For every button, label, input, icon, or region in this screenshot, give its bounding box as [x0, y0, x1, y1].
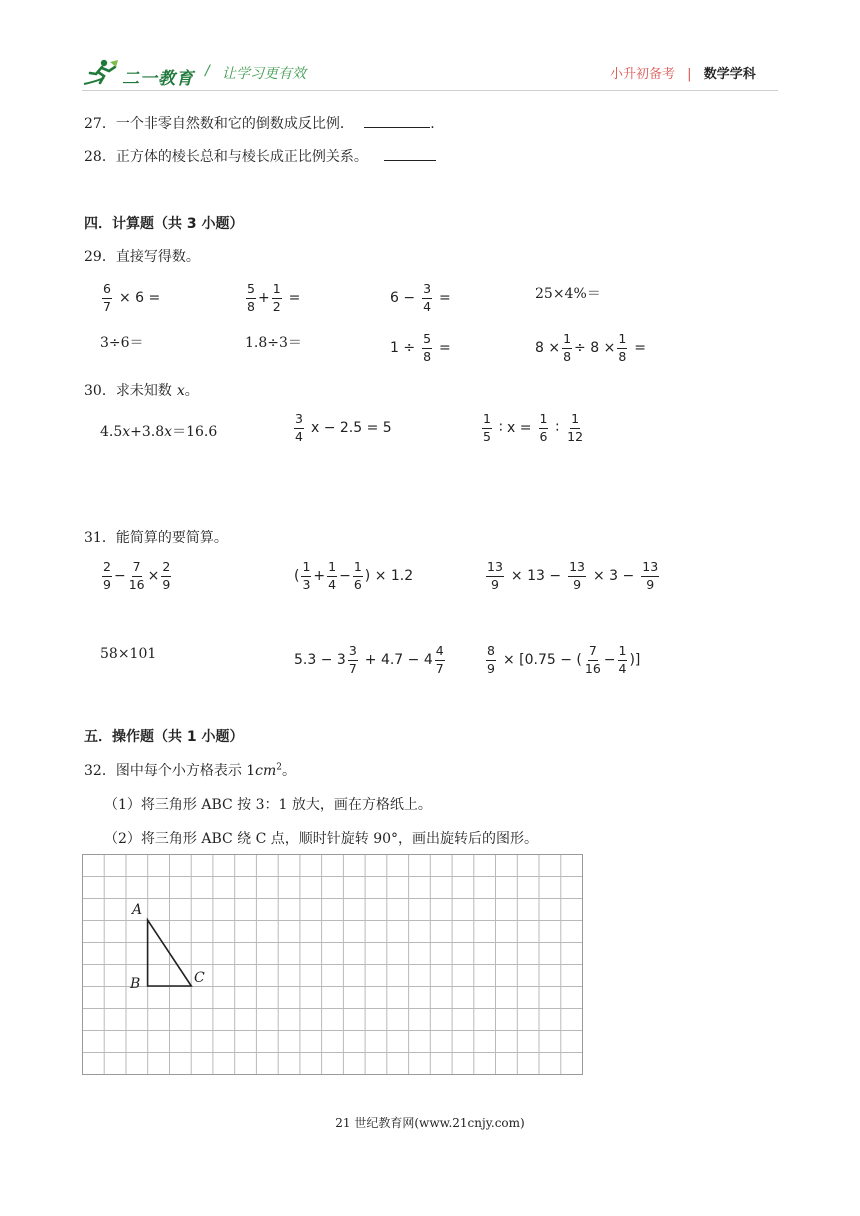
fraction: $\frac{8}{9}$ [487, 643, 495, 676]
runner-logo-icon [82, 58, 120, 88]
grid-paper[interactable] [82, 854, 584, 1076]
fraction: $\frac{1}{5}$ [483, 411, 491, 444]
q30-equation-1: 4.5x+3.8x＝16.6 [100, 424, 218, 440]
header-separator: | [687, 67, 692, 82]
q31-expression-4: 58×101 [100, 646, 157, 662]
footer: 21 世纪教育网(www.21cnjy.com) [335, 1116, 525, 1130]
question-27-text: 27．一个非零自然数和它的倒数成反比例． [84, 116, 354, 132]
fraction: $\frac{5}{8}$ [423, 331, 432, 364]
fraction: $\frac{1}{6}$ [539, 411, 548, 444]
fraction: $\frac{1}{8}$ [618, 331, 627, 364]
q30-equation-3: $\frac{1}{5}$ ∶ x = $\frac{1}{6}$ ∶ $\frac{1}{12}$ [483, 411, 584, 444]
q29-item-g: 1 ÷ $\frac{5}{8}$ = [390, 331, 451, 364]
q29-item-h: 8 × $\frac{1}{8}$ ÷ 8 × $\frac{1}{8}$ = [535, 331, 647, 364]
q31-expression-5: 5.3 − 3 $\frac{3}{7}$ + 4.7 − 4 $\frac{4}{7}$ [294, 643, 444, 676]
fraction: $\frac{1}{4}$ [328, 559, 337, 592]
fraction: $\frac{1}{8}$ [563, 331, 572, 364]
slogan-separator: / [205, 63, 210, 79]
fraction: $\frac{6}{7}$ [103, 281, 111, 314]
header-logo [82, 58, 202, 90]
grid-svg [82, 854, 584, 1076]
answer-blank-28[interactable] [384, 148, 436, 161]
header-subject: 数学学科 [703, 67, 756, 82]
question-27-end: . [430, 116, 435, 132]
fraction: $\frac{3}{7}$ [348, 643, 357, 676]
label-b: B [130, 976, 141, 992]
q31-expression-1: $\frac{2}{9}$ − $\frac{7}{16}$ × $\frac{2}{9}$ [103, 559, 171, 592]
fraction: $\frac{13}{9}$ [487, 559, 503, 592]
fraction: $\frac{1}{2}$ [272, 281, 281, 314]
question-31-prompt: 31．能简算的要简算。 [84, 530, 228, 546]
q32-subquestion-2: （2）将三角形 ABC 绕 C 点，顺时针旋转 90°，画出旋转后的图形。 [104, 831, 539, 847]
q31-expression-6: $\frac{8}{9}$ × [0.75 − ( $\frac{7}{16}$ − $\frac{1}{4}$ )] [487, 643, 641, 676]
fraction: $\frac{7}{16}$ [584, 643, 601, 676]
question-29-prompt: 29．直接写得数。 [84, 249, 200, 265]
q29-item-f: 1.8÷3＝ [245, 335, 302, 351]
q29-item-b: $\frac{5}{8}$ + $\frac{1}{2}$ = [247, 281, 301, 314]
fraction: $\frac{2}{9}$ [103, 559, 111, 592]
label-c: C [194, 970, 205, 986]
fraction: $\frac{13}{9}$ [569, 559, 585, 592]
q29-item-d: 25×4%＝ [535, 286, 601, 302]
q32-subquestion-1: （1）将三角形 ABC 按 3：1 放大，画在方格纸上。 [104, 797, 432, 813]
section-4-title: 四．计算题（共 3 小题） [84, 216, 244, 232]
fraction: $\frac{1}{12}$ [567, 411, 584, 444]
header-right [610, 63, 756, 82]
fraction: $\frac{4}{7}$ [435, 643, 444, 676]
slogan: 让学习更有效 [222, 66, 306, 82]
q31-expression-2: ( $\frac{1}{3}$ + $\frac{1}{4}$ − $\frac{1}{6}$ ) × 1.2 [294, 559, 414, 592]
label-a: A [132, 902, 143, 918]
q29-item-a: $\frac{6}{7}$ × 6 = [103, 281, 161, 314]
fraction: $\frac{2}{9}$ [162, 559, 171, 592]
question-27 [84, 113, 435, 133]
answer-blank-27[interactable] [364, 115, 430, 128]
header-rule [82, 90, 778, 91]
fraction: $\frac{13}{9}$ [642, 559, 659, 592]
fraction: $\frac{1}{6}$ [353, 559, 362, 592]
fraction: $\frac{3}{4}$ [295, 411, 303, 444]
question-32-prompt: 32．图中每个小方格表示 $1cm^2$。 [84, 762, 297, 779]
question-28 [84, 146, 436, 166]
question-28-text: 28．正方体的棱长总和与棱长成正比例关系。 [84, 149, 368, 165]
fraction: $\frac{7}{16}$ [128, 559, 145, 592]
fraction: $\frac{1}{4}$ [618, 643, 627, 676]
question-30-prompt: 30．求未知数 x。 [84, 383, 199, 399]
fraction: $\frac{1}{3}$ [302, 559, 311, 592]
fraction: $\frac{5}{8}$ [247, 281, 255, 314]
fraction: $\frac{3}{4}$ [423, 281, 432, 314]
header-category: 小升初备考 [610, 67, 676, 82]
q29-item-c: 6 − $\frac{3}{4}$ = [390, 281, 451, 314]
q30-equation-2: $\frac{3}{4}$ x − 2.5 = 5 [295, 411, 392, 444]
q29-item-e: 3÷6＝ [100, 335, 144, 351]
section-5-title: 五．操作题（共 1 小题） [84, 729, 244, 745]
logo-text: 二一教育 [122, 69, 194, 89]
q31-expression-3: $\frac{13}{9}$ × 13 − $\frac{13}{9}$ × 3 − $\frac{13}{9}$ [487, 559, 659, 592]
